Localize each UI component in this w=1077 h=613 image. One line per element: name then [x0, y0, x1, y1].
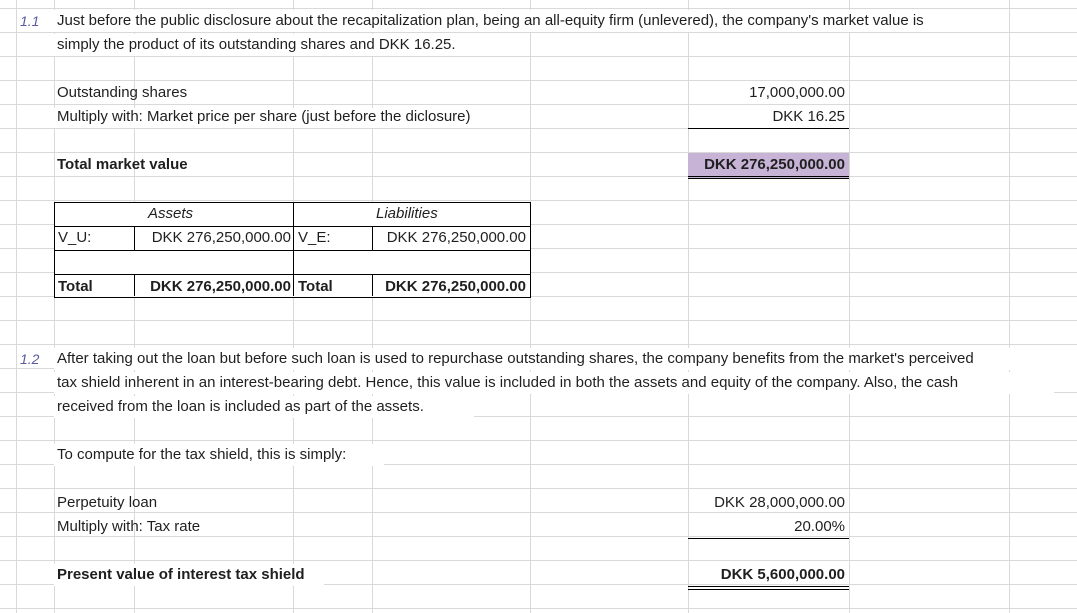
section-number-1-1: 1.1	[20, 13, 40, 29]
section-number-1-2: 1.2	[20, 351, 40, 367]
total-market-value-label: Total market value	[57, 156, 188, 173]
outstanding-shares-label: Outstanding shares	[57, 84, 188, 101]
grid-row-line	[0, 152, 1077, 153]
grid-row-line	[0, 536, 1077, 537]
grid-row-line	[0, 512, 1077, 513]
grid-row-line	[0, 128, 1077, 129]
perpetuity-loan-label: Perpetuity loan	[57, 494, 158, 511]
grid-col-line	[1009, 0, 1010, 613]
grid-col-line	[372, 0, 373, 613]
section-1-2-text-line3: received from the loan is included as part of the assets.	[57, 398, 424, 415]
total-label-left: Total	[58, 278, 93, 295]
grid-row-line	[0, 608, 1077, 609]
pv-tax-shield-label: Present value of interest tax shield	[57, 566, 305, 583]
grid-row-line	[0, 104, 1077, 105]
grid-row-line	[0, 344, 1077, 345]
pv-underline-1	[688, 586, 849, 587]
tax-shield-intro: To compute for the tax shield, this is simply:	[57, 446, 347, 463]
grid-row-line	[0, 32, 1077, 33]
vu-label: V_U:	[58, 229, 92, 246]
bs-row-line-2	[54, 250, 530, 251]
tax-rate-underline	[688, 538, 849, 539]
bs-col-line-3b	[372, 274, 373, 296]
total-market-value[interactable]: DKK 276,250,000.00	[704, 156, 845, 173]
total-liabilities-value[interactable]: DKK 276,250,000.00	[385, 278, 526, 295]
grid-row-line	[0, 488, 1077, 489]
grid-row-line	[0, 560, 1077, 561]
grid-col-line	[530, 0, 531, 613]
grid-col-line	[849, 0, 850, 613]
bs-row-line-3	[54, 274, 530, 275]
section-1-2-text-line1: After taking out the loan but before such loan is used to repurchase outstanding shares, the company benefits from the market's perceived	[57, 350, 974, 367]
grid-row-line	[0, 200, 1077, 201]
grid-row-line	[0, 440, 1077, 441]
ve-value[interactable]: DKK 276,250,000.00	[386, 229, 526, 246]
pv-tax-shield-value[interactable]: DKK 5,600,000.00	[720, 566, 845, 583]
bs-col-line-1a	[134, 226, 135, 250]
tax-rate-value[interactable]: 20.00%	[794, 518, 845, 535]
liabilities-header: Liabilities	[376, 205, 438, 222]
vu-value[interactable]: DKK 276,250,000.00	[151, 229, 291, 246]
bs-row-line-1	[54, 226, 530, 227]
grid-col-line	[688, 0, 689, 613]
grid-col-line	[54, 0, 55, 613]
price-underline	[688, 128, 849, 129]
price-label: Multiply with: Market price per share (just before the diclosure)	[57, 108, 471, 125]
assets-header: Assets	[148, 205, 194, 222]
outstanding-shares-value[interactable]: 17,000,000.00	[749, 84, 845, 101]
grid-col-line	[16, 0, 17, 613]
price-value[interactable]: DKK 16.25	[772, 108, 845, 125]
section-1-1-text-line2: simply the product of its outstanding shares and DKK 16.25.	[57, 36, 456, 53]
bs-col-line-1b	[134, 274, 135, 296]
section-1-1-text-line1: Just before the public disclosure about the recapitalization plan, being an all-equity firm (unlevered), the company's market value is	[57, 12, 924, 29]
ve-label: V_E:	[298, 229, 331, 246]
total-label-right: Total	[298, 278, 333, 295]
grid-row-line	[0, 80, 1077, 81]
grid-row-line	[0, 320, 1077, 321]
perpetuity-loan-value[interactable]: DKK 28,000,000.00	[714, 494, 845, 511]
pv-underline-2	[688, 589, 849, 590]
grid-row-line	[0, 176, 1077, 177]
tax-rate-label: Multiply with: Tax rate	[57, 518, 201, 535]
grid-col-line	[293, 0, 294, 613]
bs-col-line-2	[293, 202, 294, 296]
grid-row-line	[0, 8, 1077, 9]
section-1-2-text-line2: tax shield inherent in an interest-bearing debt. Hence, this value is included in both the assets and equity of the company. Also, the cash	[57, 374, 959, 391]
bs-col-line-3a	[372, 226, 373, 250]
total-assets-value[interactable]: DKK 276,250,000.00	[150, 278, 291, 295]
grid-row-line	[0, 56, 1077, 57]
